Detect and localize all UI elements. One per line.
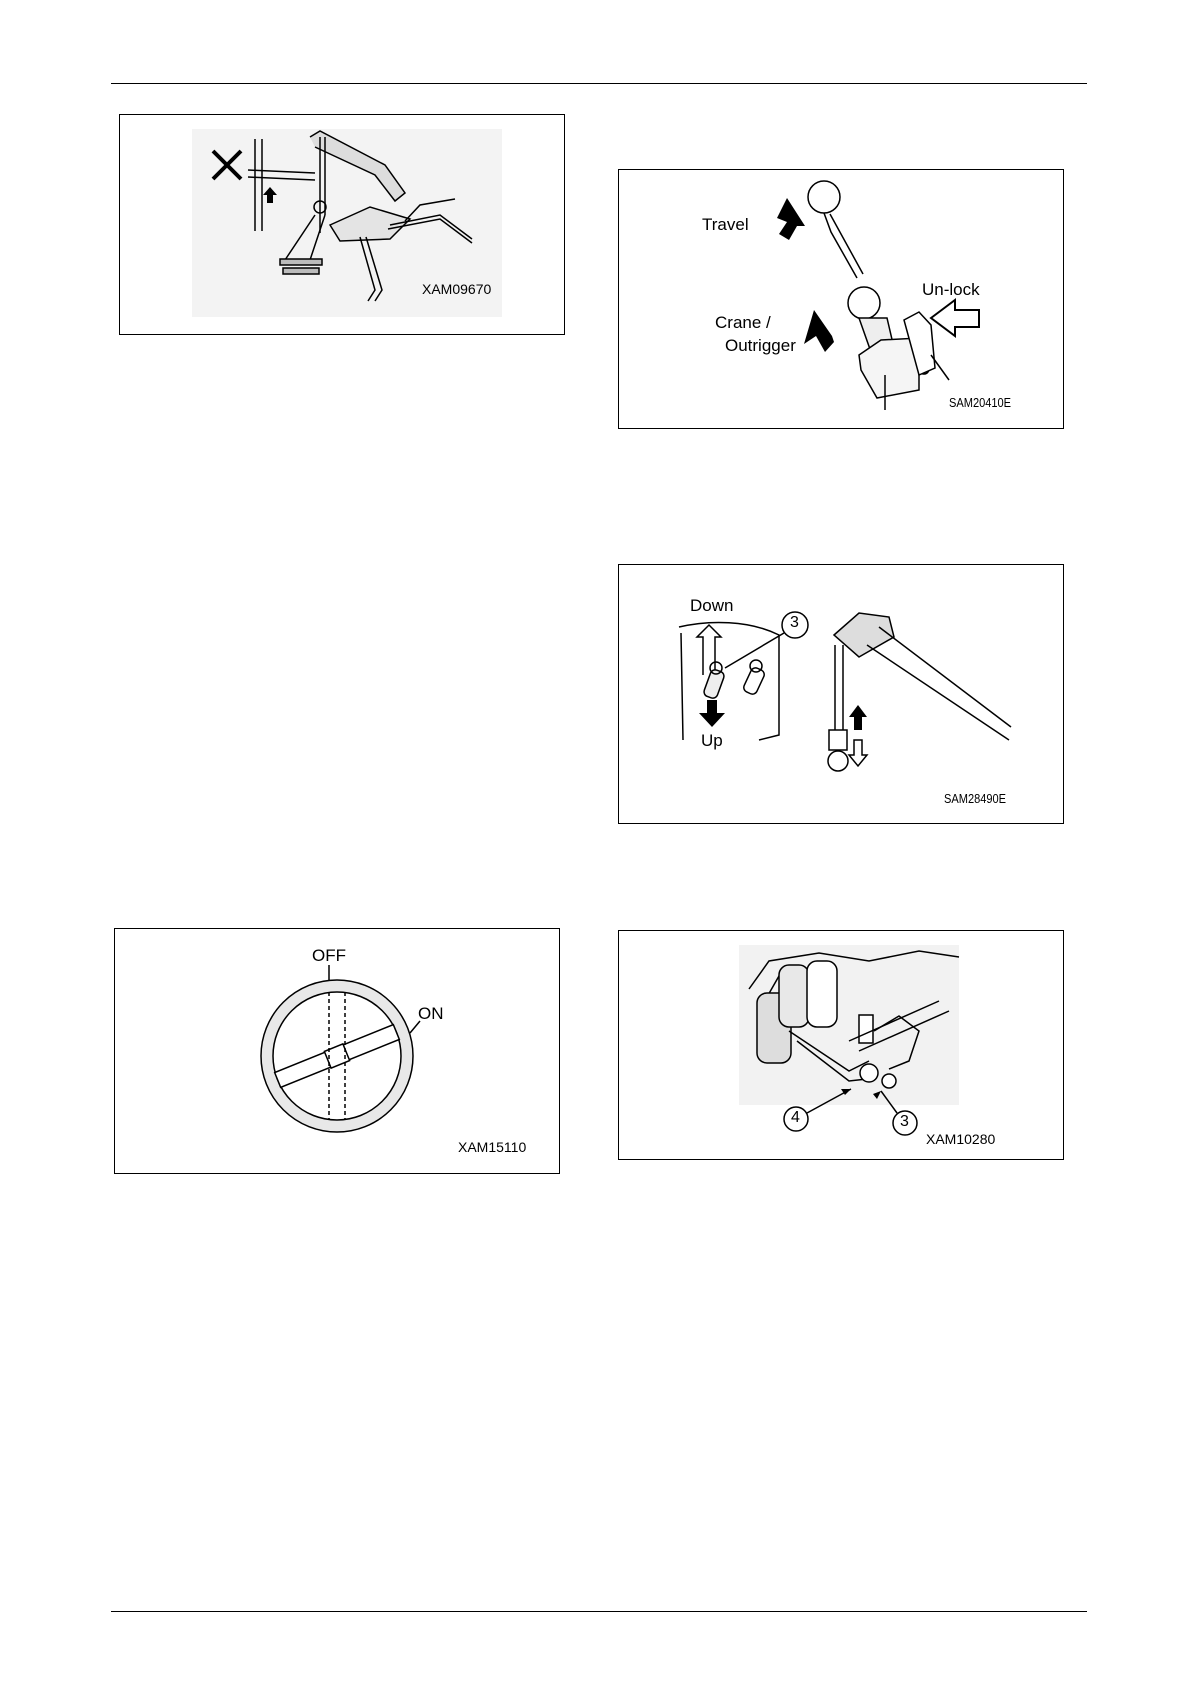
lever-illustration: [619, 170, 1063, 428]
crane-label: Crane /: [715, 313, 771, 332]
callout-3: 3: [900, 1113, 909, 1130]
figure-code: XAM10280: [926, 1131, 996, 1147]
callout-3: 3: [790, 614, 799, 631]
off-label: OFF: [312, 946, 346, 965]
figure-code: SAM28490E: [944, 791, 1007, 806]
crane-prohibited-illustration: [120, 115, 564, 334]
on-label: ON: [418, 1004, 444, 1023]
hook-storage-illustration: [619, 931, 1063, 1159]
up-label: Up: [701, 731, 723, 750]
travel-label: Travel: [702, 215, 749, 234]
figure-code: XAM15110: [458, 1139, 527, 1155]
figure-hook-storage: [618, 930, 1064, 1160]
figure-lever-unlock: [618, 169, 1064, 429]
outrigger-label: Outrigger: [725, 336, 796, 355]
figure-hook-updown: [618, 564, 1064, 824]
unlock-label: Un-lock: [922, 280, 980, 299]
header-rule: [111, 83, 1087, 84]
hook-lever-illustration: [619, 565, 1063, 823]
figure-code: SAM20410E: [949, 395, 1012, 410]
figure-code: XAM09670: [422, 281, 492, 297]
callout-4: 4: [791, 1109, 800, 1126]
figure-crane-prohibited: [119, 114, 565, 335]
down-label: Down: [690, 596, 734, 615]
figure-off-on-switch: [114, 928, 560, 1174]
footer-rule: [111, 1611, 1087, 1612]
